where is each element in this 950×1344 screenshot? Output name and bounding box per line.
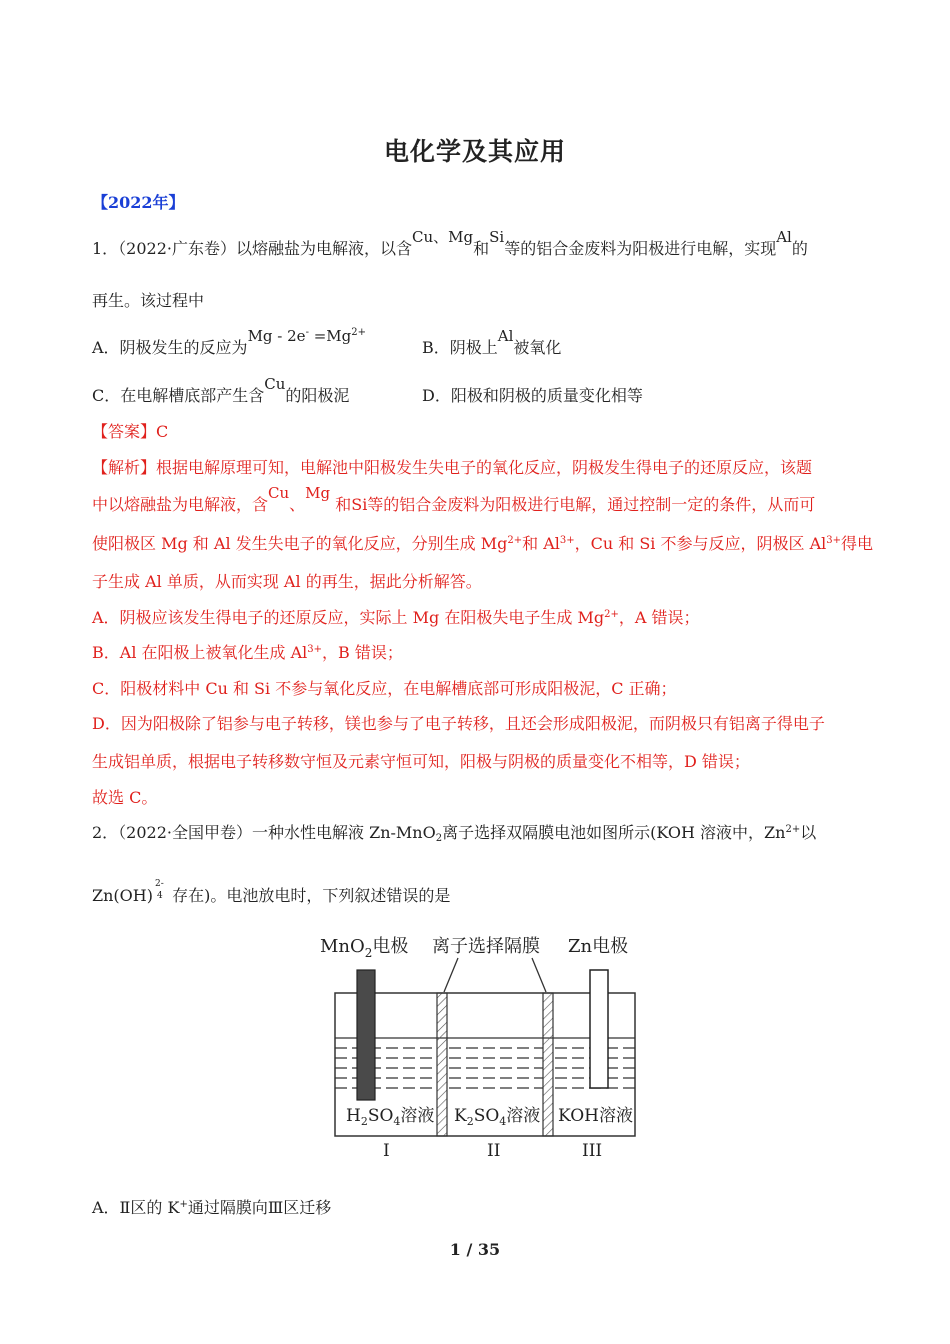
q1-analysis-line1: 【解析】根据电解原理可知，电解池中阳极发生失电子的氧化反应，阴极发生得电子的还原反应，该题 xyxy=(92,458,813,477)
q1-explain-d1: D．因为阳极除了铝参与电子转移，镁也参与了电子转移，且还会形成阳极泥，而阴极只有铝离子得电子 xyxy=(92,714,825,733)
q1-answer: 【答案】C xyxy=(92,422,169,441)
q1-option-d: D．阳极和阴极的质量变化相等 xyxy=(422,386,643,405)
page-title: 电化学及其应用 xyxy=(383,137,566,166)
membrane-pointer-right xyxy=(532,958,546,992)
q1-stem-line1: 1．（2022·广东卷）以熔融盐为电解液，以含Cu、Mg和Si等的铝合金废料为阳极进行电解，实现Al的 xyxy=(92,228,808,258)
battery-diagram xyxy=(320,928,650,1163)
q2-stem-line1: 2．（2022·全国甲卷）一种水性电解液 Zn-MnO$_2$离子选择双隔膜电池如图所示(KOH 溶液中，$Zn^{2+}$以 xyxy=(92,823,817,844)
membrane-right xyxy=(543,993,553,1136)
q1-explain-c: C．阳极材料中 Cu 和 Si 不参与氧化反应，在电解槽底部可形成阳极泥，C 正确； xyxy=(92,679,677,698)
q1-explain-b: B．Al 在阳极上被氧化生成 $Al^{3+}$，B 错误； xyxy=(92,643,403,662)
q1-option-c: C．在电解槽底部产生含Cu的阳极泥 xyxy=(92,375,350,405)
membrane-left xyxy=(437,993,447,1136)
region-label-2: II xyxy=(487,1141,501,1161)
membrane-pointer-left xyxy=(444,958,458,992)
mno2-electrode xyxy=(357,970,375,1100)
q1-conclusion: 故选 C。 xyxy=(92,788,158,807)
solution-label-h2so4: $H_2SO_4$溶液 xyxy=(346,1106,435,1128)
region-label-1: I xyxy=(383,1141,390,1161)
q2-stem-line2: Zn(OH) 2- 4 存在)。电池放电时，下列叙述错误的是 xyxy=(92,879,451,905)
q1-stem-line2: 再生。该过程中 xyxy=(92,291,205,310)
q1-option-a: A．阴极发生的反应为$Mg - 2e^- =Mg^{2+}$ xyxy=(92,327,367,357)
q1-explain-d2: 生成铝单质，根据电子转移数守恒及元素守恒可知，阳极与阴极的质量变化不相等，D 错误； xyxy=(92,752,750,771)
solution-label-koh: KOH溶液 xyxy=(558,1106,634,1126)
page-number: 1 / 35 xyxy=(449,1240,501,1259)
zn-electrode xyxy=(590,970,608,1088)
q1-explain-a: A．阴极应该发生得电子的还原反应，实际上 Mg 在阳极失电子生成 $Mg^{2+}$，A 错误； xyxy=(92,608,700,627)
q1-analysis-line3: 使阳极区 Mg 和 Al 发生失电子的氧化反应，分别生成 $Mg^{2+}$和 $Al^{3+}$，Cu 和 Si 不参与反应，阴极区 $Al^{3+}$得电 xyxy=(92,534,874,553)
q1-analysis-line4: 子生成 Al 单质，从而实现 Al 的再生，据此分析解答。 xyxy=(92,572,482,591)
q1-analysis-line2: 中以熔融盐为电解液，含Cu、Mg 和Si等的铝合金废料为阳极进行电解，通过控制一定的条件，从而可 xyxy=(92,484,816,514)
year-heading: 【2022年】 xyxy=(92,193,185,212)
zn-electrode-label: Zn电极 xyxy=(568,936,629,957)
q2-option-a: A．Ⅱ区的 K+通过隔膜向Ⅲ区迁移 xyxy=(92,1198,332,1217)
membrane-label: 离子选择隔膜 xyxy=(432,936,540,957)
q1-option-b: B．阴极上Al被氧化 xyxy=(422,327,562,357)
region-label-3: III xyxy=(582,1141,603,1161)
zn-oh-formula: Zn(OH) 2- 4 xyxy=(92,879,164,905)
mno2-electrode-label: MnO$_2$电极 xyxy=(320,936,409,960)
solution-label-k2so4: $K_2SO_4$溶液 xyxy=(454,1106,541,1128)
